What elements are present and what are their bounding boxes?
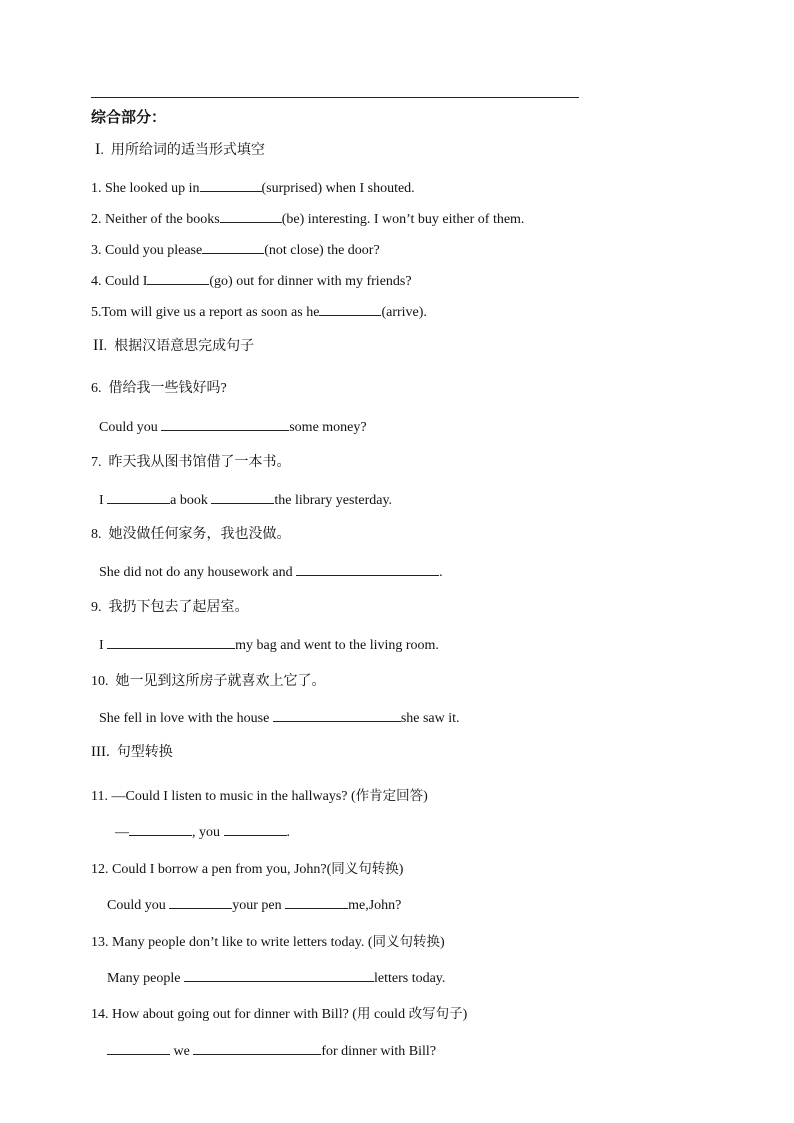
q8-text-b: . xyxy=(439,565,443,580)
q5-blank[interactable] xyxy=(319,302,381,316)
top-rule xyxy=(91,97,579,98)
q12-text-a: 12. Could I borrow a pen from you, John?( xyxy=(91,862,332,877)
q7-answer xyxy=(99,490,392,510)
q2-text-a: 2. Neither of the books xyxy=(91,212,220,227)
q8-chinese: 她没做任何家务，我也没做。 xyxy=(108,526,291,542)
q14-answer xyxy=(107,1041,436,1061)
part1-numeral: I xyxy=(95,141,101,158)
part3-heading xyxy=(91,743,173,762)
q3-blank[interactable] xyxy=(202,240,264,254)
q10-chinese: 她一见到这所房子就喜欢上它了。 xyxy=(115,673,326,689)
part1-heading xyxy=(95,141,265,160)
q8-blank[interactable] xyxy=(296,562,439,576)
q7-text-c: the library yesterday. xyxy=(274,493,393,508)
q11 xyxy=(91,787,428,806)
q3 xyxy=(91,240,380,260)
q6-blank[interactable] xyxy=(161,417,289,431)
q12-ans-c: me,John? xyxy=(348,898,402,913)
q13-instruction: 同义句转换 xyxy=(372,934,440,950)
q1-blank[interactable] xyxy=(200,178,262,192)
q9-text-a: I xyxy=(99,638,108,653)
q11-blank-1[interactable] xyxy=(129,822,192,836)
part2-heading xyxy=(93,337,254,356)
q9-answer xyxy=(99,635,439,655)
q11-ans-a: — xyxy=(115,825,129,840)
q11-text-b: ) xyxy=(423,789,428,804)
q11-blank-2[interactable] xyxy=(224,822,287,836)
q13-text-a: 13. Many people don’t like to write letters today. ( xyxy=(91,935,373,950)
q14-ans-c: for dinner with Bill? xyxy=(321,1044,437,1059)
q14-ans-b: we xyxy=(170,1044,194,1059)
q6-number: 6. xyxy=(91,381,102,396)
q10-answer xyxy=(99,708,460,728)
q12-answer xyxy=(107,895,401,915)
q5-text-a: 5.Tom will give us a report as soon as he xyxy=(91,305,320,320)
q7-chinese: 昨天我从图书馆借了一本书。 xyxy=(108,454,291,470)
q7-number: 7. xyxy=(91,455,102,470)
section-title: 综合部分： xyxy=(91,108,167,126)
q13-ans-a: Many people xyxy=(107,971,184,986)
part2-dot: . xyxy=(103,339,108,354)
q8-answer xyxy=(99,562,443,582)
q12-blank-2[interactable] xyxy=(285,895,348,909)
q12-ans-b: your pen xyxy=(232,898,286,913)
q13-text-b: ) xyxy=(440,935,445,950)
q12-instruction: 同义句转换 xyxy=(331,861,399,877)
q8-number: 8. xyxy=(91,527,102,542)
q6-chinese: 借给我一些钱好吗 xyxy=(108,380,221,396)
q9-number: 9. xyxy=(91,600,102,615)
q13-blank[interactable] xyxy=(184,968,374,982)
q14-instruction-1: 用 xyxy=(356,1006,371,1022)
q13-answer xyxy=(107,968,445,988)
q1 xyxy=(91,178,415,198)
q14-blank-1[interactable] xyxy=(107,1041,170,1055)
q6-answer xyxy=(99,417,367,437)
q7-blank-2[interactable] xyxy=(211,490,274,504)
q5 xyxy=(91,302,427,322)
q9-prompt xyxy=(91,598,249,617)
q1-text-a: 1. She looked up in xyxy=(91,181,200,196)
q9-text-b: my bag and went to the living room. xyxy=(235,638,439,653)
part2-title: 根据汉语意思完成句子 xyxy=(114,338,255,354)
q9-blank[interactable] xyxy=(107,635,235,649)
q3-text-b: (not close) the door? xyxy=(264,243,380,258)
q7-prompt xyxy=(91,453,291,472)
q11-instruction: 作肯定回答 xyxy=(355,788,424,804)
q10-number: 10. xyxy=(91,674,109,689)
q8-prompt xyxy=(91,525,291,544)
part3-numeral: III. xyxy=(91,744,110,760)
q14-text-a: 14. How about going out for dinner with Bill? ( xyxy=(91,1007,357,1022)
q6-text-a: Could you xyxy=(99,420,162,435)
q11-text-a: 11. —Could I listen to music in the hallways? ( xyxy=(91,789,356,804)
q7-text-b: a book xyxy=(170,493,212,508)
q4-text-b: (go) out for dinner with my friends? xyxy=(209,274,412,289)
q10-text-a: She fell in love with the house xyxy=(99,711,273,726)
q13 xyxy=(91,933,445,952)
q4 xyxy=(91,271,412,291)
q4-blank[interactable] xyxy=(147,271,209,285)
q9-chinese: 我扔下包去了起居室。 xyxy=(108,599,249,615)
q13-ans-b: letters today. xyxy=(373,971,446,986)
q14-text-b: ) xyxy=(462,1007,468,1022)
q6-qmark: ? xyxy=(220,381,227,396)
part2-numeral: II xyxy=(93,337,104,354)
q14-blank-2[interactable] xyxy=(193,1041,321,1055)
part1-title: 用所给词的适当形式填空 xyxy=(110,142,265,158)
q10-blank[interactable] xyxy=(273,708,401,722)
q6-text-b: some money? xyxy=(289,420,367,435)
q3-text-a: 3. Could you please xyxy=(91,243,203,258)
q14 xyxy=(91,1005,467,1024)
q4-text-a: 4. Could I xyxy=(91,274,148,289)
q12-blank-1[interactable] xyxy=(169,895,232,909)
q7-text-a: I xyxy=(99,493,108,508)
q10-prompt xyxy=(91,672,326,691)
q11-ans-c: . xyxy=(286,825,290,840)
q2-text-b: (be) interesting. I won’t buy either of them. xyxy=(281,212,525,227)
q1-text-b: (surprised) when I shouted. xyxy=(261,181,415,196)
q2 xyxy=(91,209,524,229)
q14-instruction-2: 改写句子 xyxy=(408,1006,463,1022)
q10-text-b: she saw it. xyxy=(400,711,460,726)
q5-text-b: (arrive). xyxy=(381,305,427,320)
part1-dot: . xyxy=(100,143,104,158)
q7-blank-1[interactable] xyxy=(107,490,170,504)
q8-text-a: She did not do any housework and xyxy=(99,565,297,580)
q12-ans-a: Could you xyxy=(107,898,170,913)
q6-prompt xyxy=(91,379,227,398)
q11-answer xyxy=(115,822,290,842)
q11-ans-b: , you xyxy=(192,825,224,840)
q12-text-b: ) xyxy=(398,862,404,877)
part3-title: 句型转换 xyxy=(116,744,173,760)
q14-mid: could xyxy=(370,1007,409,1022)
q12 xyxy=(91,860,403,879)
q2-blank[interactable] xyxy=(220,209,282,223)
